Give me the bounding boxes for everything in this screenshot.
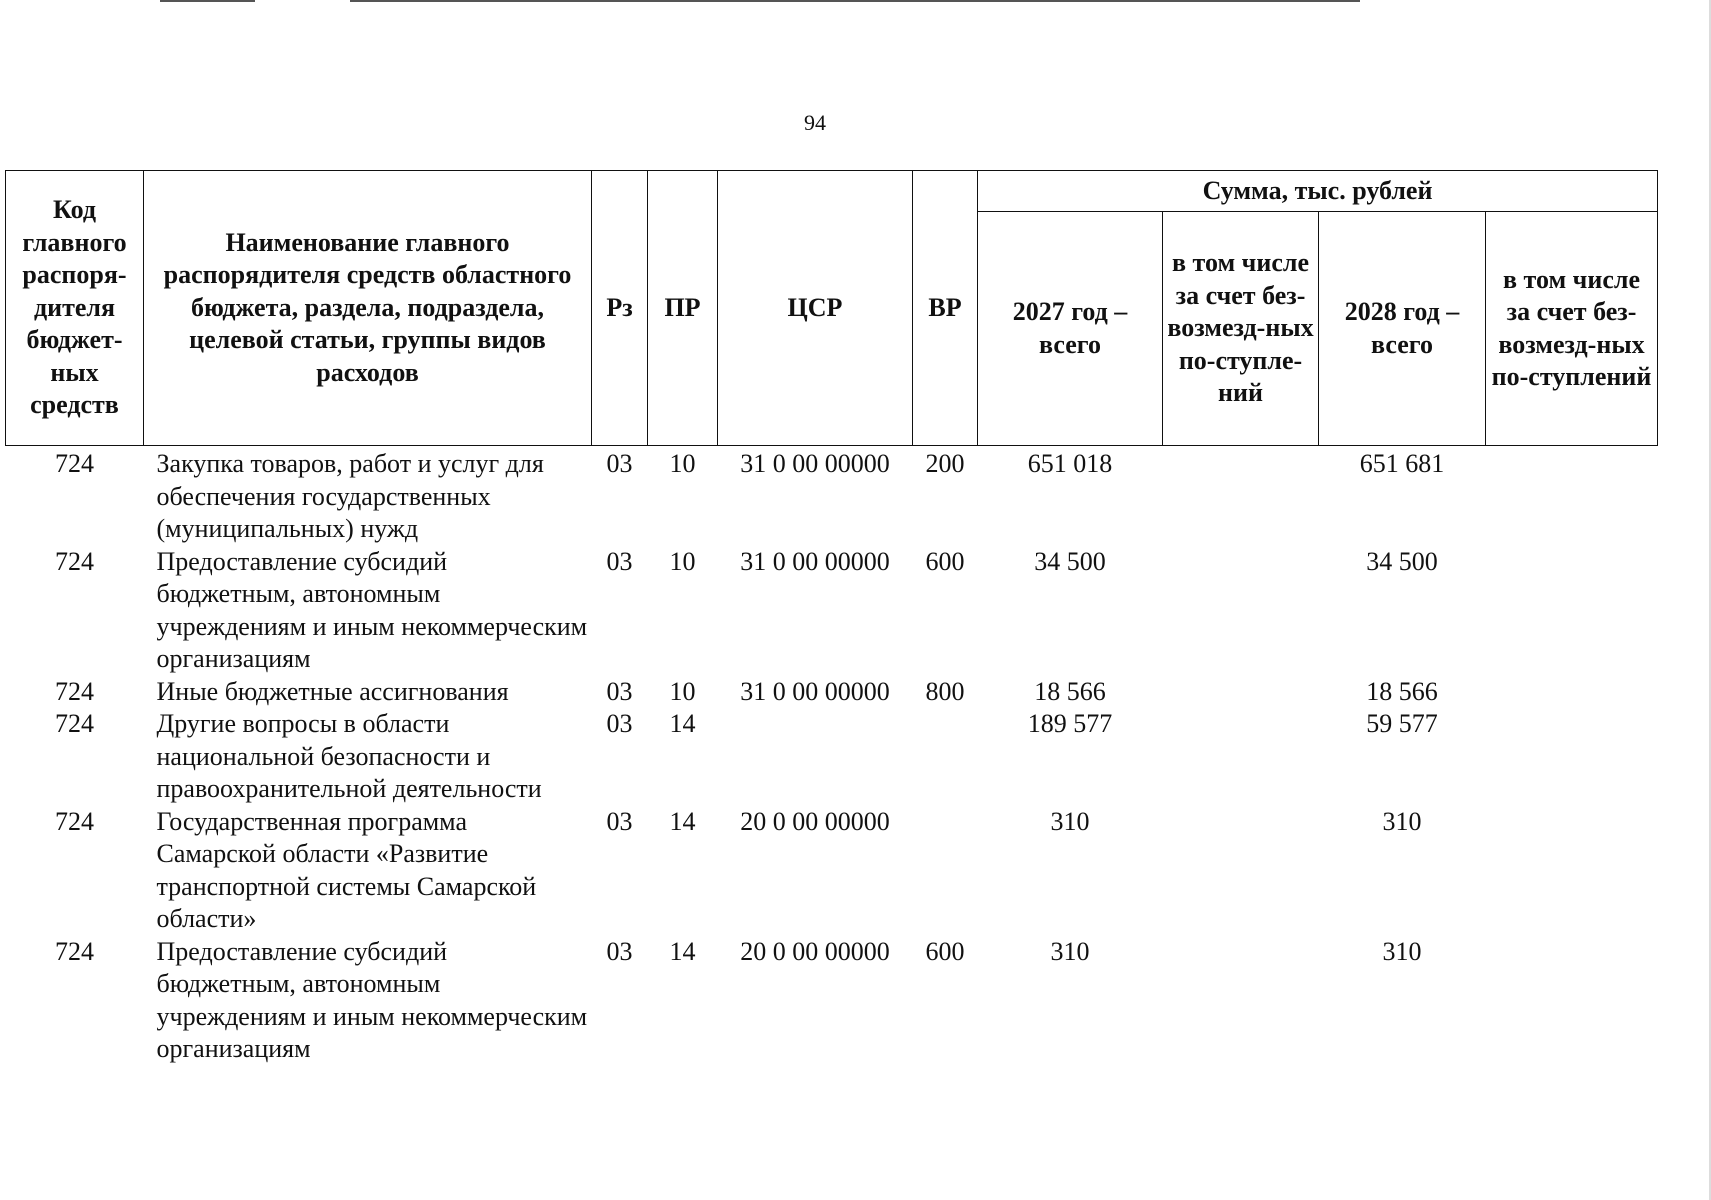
header-sum-group: Сумма, тыс. рублей [978, 171, 1658, 212]
cell-2027-total: 310 [1050, 936, 1090, 966]
cell-code: 724 [55, 709, 94, 738]
cell-2028-gratuitous [1486, 936, 1658, 1066]
cell-2027-total: 189 577 [1027, 709, 1113, 738]
header-2027-total: 2027 год – всего [978, 212, 1163, 446]
cell-csr: 31 0 00 00000 [740, 676, 890, 706]
cell-2028-gratuitous [1486, 676, 1658, 709]
cell-pr: 14 [669, 709, 696, 738]
cell-2027-gratuitous [1163, 708, 1319, 806]
cell-name: Закупка товаров, работ и услуг для обеспечения государственных (муниципальных) нужд [156, 449, 544, 543]
cell-rz: 03 [606, 449, 633, 478]
cell-pr: 10 [669, 546, 696, 576]
cell-2028-total: 651 681 [1359, 449, 1445, 478]
cell-2027-gratuitous [1163, 806, 1319, 936]
cell-2028-total: 18 566 [1366, 676, 1438, 706]
cell-code: 724 [55, 806, 94, 836]
cell-name: Другие вопросы в области национальной безопасности и правоохранительной деятельности [156, 709, 542, 803]
cell-2028-gratuitous [1486, 546, 1658, 676]
header-csr: ЦСР [718, 171, 913, 446]
table-row [6, 446, 1658, 546]
cell-pr: 10 [669, 449, 696, 478]
table-header [6, 171, 1658, 446]
cell-vr [913, 708, 978, 806]
cell-2027-gratuitous [1163, 546, 1319, 676]
cell-csr: 20 0 00 00000 [740, 806, 890, 836]
table-row [6, 676, 1658, 709]
table-row [6, 806, 1658, 936]
cell-vr: 800 [925, 676, 965, 706]
budget-table [5, 170, 1658, 1066]
cell-rz: 03 [606, 936, 633, 966]
cell-2027-gratuitous [1163, 936, 1319, 1066]
cell-csr: 20 0 00 00000 [740, 936, 890, 966]
cell-csr: 31 0 00 00000 [740, 449, 890, 478]
scan-artifact-line [160, 0, 255, 2]
cell-rz: 03 [606, 546, 633, 576]
cell-vr: 600 [925, 936, 965, 966]
cell-pr: 14 [669, 806, 696, 836]
cell-2027-total: 310 [1050, 806, 1090, 836]
header-pr: ПР [648, 171, 718, 446]
cell-2027-total: 18 566 [1034, 676, 1106, 706]
cell-2027-total: 34 500 [1034, 546, 1106, 576]
cell-name: Предоставление субсидий бюджетным, автономным учреждениям и иным некоммерческим организациям [156, 936, 588, 1063]
page-number: 94 [804, 110, 826, 135]
cell-2028-gratuitous [1486, 708, 1658, 806]
cell-vr [913, 806, 978, 936]
cell-rz: 03 [606, 709, 633, 738]
table-row [6, 546, 1658, 676]
header-2027-gratuitous: в том числе за счет без-возмезд-ных по-ступле-ний [1163, 212, 1319, 446]
table-row [6, 708, 1658, 806]
cell-name: Иные бюджетные ассигнования [156, 676, 509, 706]
cell-code: 724 [55, 449, 94, 478]
cell-rz: 03 [606, 806, 633, 836]
cell-2027-total: 651 018 [1027, 449, 1113, 478]
cell-2028-total: 59 577 [1366, 709, 1438, 738]
cell-2027-gratuitous [1163, 676, 1319, 709]
cell-name: Государственная программа Самарской области «Развитие транспортной системы Самарской области» [156, 806, 537, 933]
cell-csr [718, 708, 913, 806]
cell-vr: 600 [925, 546, 965, 576]
header-2028-gratuitous: в том числе за счет без-возмезд-ных по-ступлений [1486, 212, 1658, 446]
cell-code: 724 [55, 936, 94, 966]
table-body [6, 446, 1658, 1066]
header-vr: ВР [913, 171, 978, 446]
header-code: Код главного распоря-дителя бюджет-ных средств [6, 171, 144, 446]
cell-name: Предоставление субсидий бюджетным, автономным учреждениям и иным некоммерческим организациям [156, 546, 588, 673]
cell-2028-total: 310 [1382, 806, 1422, 836]
header-rz: Рз [592, 171, 648, 446]
header-name: Наименование главного распорядителя средств областного бюджета, раздела, подраздела, целевой статьи, группы видов расходов [144, 171, 592, 446]
table-row [6, 936, 1658, 1066]
cell-pr: 14 [669, 936, 696, 966]
cell-2028-gratuitous [1486, 806, 1658, 936]
cell-code: 724 [55, 546, 94, 576]
header-2028-total: 2028 год – всего [1319, 212, 1486, 446]
cell-pr: 10 [669, 676, 696, 706]
cell-code: 724 [55, 676, 94, 706]
cell-2027-gratuitous [1163, 446, 1319, 546]
cell-vr: 200 [925, 449, 965, 478]
cell-2028-total: 310 [1382, 936, 1422, 966]
cell-csr: 31 0 00 00000 [740, 546, 890, 576]
scan-artifact-line [350, 0, 1360, 2]
cell-2028-total: 34 500 [1366, 546, 1438, 576]
cell-rz: 03 [606, 676, 633, 706]
cell-2028-gratuitous [1486, 446, 1658, 546]
